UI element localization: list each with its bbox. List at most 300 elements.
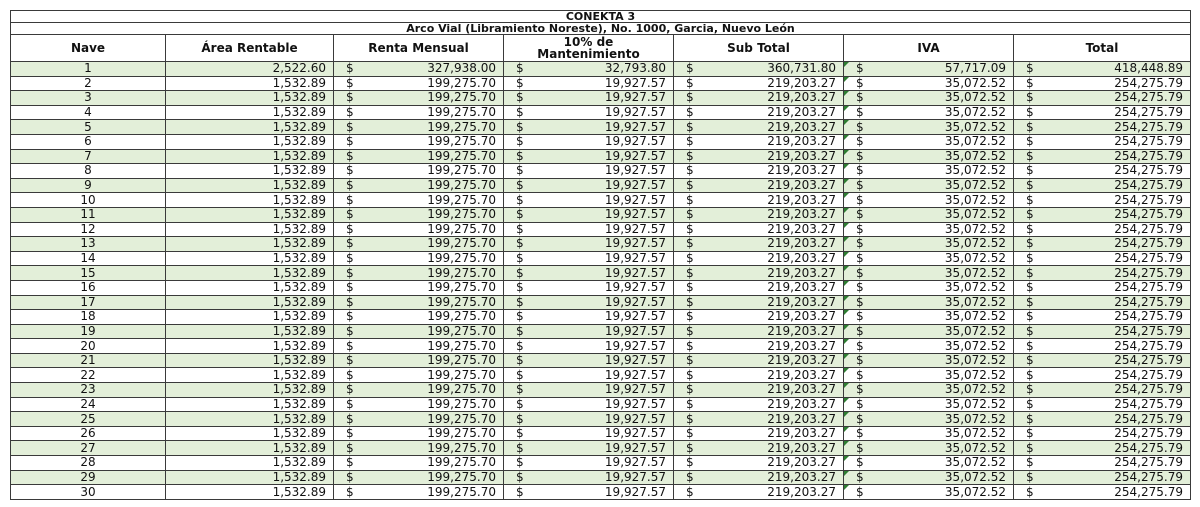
currency-symbol: $ (686, 426, 694, 441)
cell-total (1014, 426, 1191, 441)
currency-symbol: $ (516, 105, 524, 120)
cell-sub-total (674, 62, 844, 77)
cell-area-rentable: 1,532.89 (166, 441, 334, 456)
currency-symbol: $ (1026, 149, 1034, 163)
cell-value: 254,275.79 (1114, 440, 1183, 455)
table-title: CONEKTA 3 (11, 11, 1191, 23)
cell-renta-mensual (334, 91, 504, 106)
cell-nave: 25 (11, 412, 166, 427)
money-value (504, 150, 673, 163)
money-value (1014, 413, 1190, 426)
money-value (504, 427, 673, 440)
money-value (674, 456, 843, 469)
currency-symbol: $ (1026, 324, 1034, 338)
cell-area-rentable: 1,532.89 (166, 266, 334, 281)
cell-sub-total (674, 251, 844, 266)
currency-symbol: $ (346, 105, 354, 120)
cell-value: 219,203.27 (767, 309, 836, 324)
cell-renta-mensual (334, 353, 504, 368)
table-row (11, 339, 1191, 354)
cell-value: 35,072.52 (944, 367, 1006, 382)
currency-symbol: $ (346, 149, 354, 163)
cell-nave: 8 (11, 164, 166, 179)
currency-symbol: $ (1026, 236, 1034, 251)
cell-total (1014, 412, 1191, 427)
currency-symbol: $ (856, 207, 864, 222)
cell-value: 19,927.57 (604, 426, 666, 441)
cell-renta-mensual (334, 324, 504, 339)
money-value (674, 281, 843, 294)
money-value (504, 62, 673, 75)
currency-symbol: $ (1026, 338, 1034, 353)
cell-value: 199,275.70 (427, 295, 496, 309)
currency-symbol: $ (1026, 295, 1034, 309)
money-value (504, 135, 673, 148)
cell-renta-mensual (334, 207, 504, 222)
cell-renta-mensual (334, 251, 504, 266)
cell-value: 19,927.57 (604, 90, 666, 105)
currency-symbol: $ (1026, 455, 1034, 470)
money-value (504, 486, 673, 499)
money-value (504, 456, 673, 469)
cell-value: 219,203.27 (767, 192, 836, 207)
cell-nave: 7 (11, 149, 166, 164)
money-value (1014, 296, 1190, 309)
money-value (844, 252, 1013, 265)
currency-symbol: $ (686, 440, 694, 455)
money-value (504, 442, 673, 455)
cell-nave: 11 (11, 207, 166, 222)
cell-value: 35,072.52 (944, 192, 1006, 207)
cell-mantenimiento (504, 280, 674, 295)
currency-symbol: $ (1026, 251, 1034, 266)
cell-iva (844, 62, 1014, 77)
cell-value: 254,275.79 (1114, 192, 1183, 207)
cell-value: 219,203.27 (767, 324, 836, 338)
cell-iva (844, 164, 1014, 179)
cell-sub-total (674, 237, 844, 252)
cell-value: 19,927.57 (604, 134, 666, 149)
cell-value: 254,275.79 (1114, 295, 1183, 309)
cell-value: 199,275.70 (427, 178, 496, 193)
cell-sub-total (674, 164, 844, 179)
cell-value: 219,203.27 (767, 411, 836, 426)
cell-nave: 24 (11, 397, 166, 412)
cell-area-rentable: 1,532.89 (166, 353, 334, 368)
cell-sub-total (674, 120, 844, 135)
currency-symbol: $ (346, 222, 354, 236)
cell-value: 19,927.57 (604, 207, 666, 222)
currency-symbol: $ (856, 265, 864, 280)
cell-value: 199,275.70 (427, 309, 496, 324)
money-value (1014, 164, 1190, 177)
currency-symbol: $ (856, 367, 864, 382)
cell-renta-mensual (334, 105, 504, 120)
cell-value: 254,275.79 (1114, 163, 1183, 178)
money-value (334, 208, 503, 221)
money-value (844, 369, 1013, 382)
currency-symbol: $ (856, 353, 864, 368)
money-value (334, 77, 503, 90)
money-value (674, 340, 843, 353)
table-row (11, 178, 1191, 193)
cell-value: 35,072.52 (944, 411, 1006, 426)
table-row (11, 397, 1191, 412)
money-value (844, 208, 1013, 221)
currency-symbol: $ (686, 207, 694, 222)
cell-area-rentable: 1,532.89 (166, 426, 334, 441)
money-value (1014, 369, 1190, 382)
cell-nave: 12 (11, 222, 166, 237)
money-value (674, 135, 843, 148)
money-value (334, 383, 503, 396)
cell-area-rentable: 1,532.89 (166, 193, 334, 208)
currency-symbol: $ (1026, 61, 1034, 76)
cell-nave: 28 (11, 456, 166, 471)
cell-iva (844, 193, 1014, 208)
cell-value: 254,275.79 (1114, 280, 1183, 295)
cell-value: 199,275.70 (427, 149, 496, 163)
cell-value: 19,927.57 (604, 353, 666, 368)
currency-symbol: $ (346, 163, 354, 178)
cell-value: 199,275.70 (427, 236, 496, 251)
currency-symbol: $ (856, 222, 864, 236)
cell-value: 254,275.79 (1114, 353, 1183, 368)
table-row (11, 456, 1191, 471)
cell-total (1014, 353, 1191, 368)
title-row (11, 11, 1191, 23)
currency-symbol: $ (686, 455, 694, 470)
cell-area-rentable: 1,532.89 (166, 134, 334, 149)
cell-sub-total (674, 149, 844, 164)
cell-value: 254,275.79 (1114, 222, 1183, 236)
currency-symbol: $ (346, 295, 354, 309)
currency-symbol: $ (856, 426, 864, 441)
cell-area-rentable: 1,532.89 (166, 120, 334, 135)
currency-symbol: $ (516, 367, 524, 382)
currency-symbol: $ (516, 251, 524, 266)
currency-symbol: $ (346, 411, 354, 426)
cell-mantenimiento (504, 426, 674, 441)
currency-symbol: $ (516, 90, 524, 105)
cell-value: 219,203.27 (767, 353, 836, 368)
cell-value: 219,203.27 (767, 90, 836, 105)
cell-value: 254,275.79 (1114, 90, 1183, 105)
cell-renta-mensual (334, 295, 504, 310)
cell-value: 19,927.57 (604, 295, 666, 309)
currency-symbol: $ (686, 222, 694, 236)
header-row (11, 35, 1191, 62)
cell-area-rentable: 1,532.89 (166, 339, 334, 354)
cell-value: 219,203.27 (767, 265, 836, 280)
cell-total (1014, 62, 1191, 77)
cell-area-rentable: 1,532.89 (166, 222, 334, 237)
currency-symbol: $ (1026, 134, 1034, 149)
cell-iva (844, 339, 1014, 354)
currency-symbol: $ (516, 382, 524, 397)
cell-area-rentable: 1,532.89 (166, 295, 334, 310)
cell-value: 254,275.79 (1114, 265, 1183, 280)
cell-iva (844, 149, 1014, 164)
header-total: Total (1014, 35, 1191, 62)
cell-renta-mensual (334, 456, 504, 471)
currency-symbol: $ (516, 192, 524, 207)
cell-sub-total (674, 353, 844, 368)
table-row (11, 412, 1191, 427)
currency-symbol: $ (856, 163, 864, 178)
cell-iva (844, 441, 1014, 456)
cell-value: 19,927.57 (604, 411, 666, 426)
cell-total (1014, 237, 1191, 252)
cell-area-rentable: 1,532.89 (166, 310, 334, 325)
money-value (334, 150, 503, 163)
cell-value: 35,072.52 (944, 295, 1006, 309)
currency-symbol: $ (686, 178, 694, 193)
cell-area-rentable: 1,532.89 (166, 470, 334, 485)
cell-value: 254,275.79 (1114, 397, 1183, 411)
currency-symbol: $ (346, 470, 354, 484)
cell-area-rentable: 2,522.60 (166, 62, 334, 77)
money-value (844, 164, 1013, 177)
cell-renta-mensual (334, 266, 504, 281)
currency-symbol: $ (346, 251, 354, 266)
money-value (504, 340, 673, 353)
cell-renta-mensual (334, 441, 504, 456)
money-value (334, 310, 503, 323)
currency-symbol: $ (346, 134, 354, 149)
money-value (504, 354, 673, 367)
cell-area-rentable: 1,532.89 (166, 164, 334, 179)
cell-value: 219,203.27 (767, 119, 836, 134)
cell-value: 199,275.70 (427, 440, 496, 455)
cell-value: 199,275.70 (427, 470, 496, 484)
cell-value: 254,275.79 (1114, 338, 1183, 353)
currency-symbol: $ (686, 90, 694, 105)
money-value (334, 106, 503, 119)
cell-value: 219,203.27 (767, 367, 836, 382)
cell-iva (844, 76, 1014, 91)
cell-renta-mensual (334, 178, 504, 193)
cell-area-rentable: 1,532.89 (166, 178, 334, 193)
cell-total (1014, 339, 1191, 354)
currency-symbol: $ (856, 382, 864, 397)
cell-value: 254,275.79 (1114, 76, 1183, 90)
cell-value: 199,275.70 (427, 382, 496, 397)
cell-nave: 13 (11, 237, 166, 252)
money-value (504, 91, 673, 104)
cell-value: 199,275.70 (427, 397, 496, 411)
currency-symbol: $ (1026, 192, 1034, 207)
cell-mantenimiento (504, 412, 674, 427)
cell-area-rentable: 1,532.89 (166, 324, 334, 339)
cell-nave: 27 (11, 441, 166, 456)
cell-total (1014, 164, 1191, 179)
cell-mantenimiento (504, 134, 674, 149)
currency-symbol: $ (1026, 222, 1034, 236)
cell-value: 19,927.57 (604, 382, 666, 397)
cell-total (1014, 397, 1191, 412)
cell-nave: 30 (11, 485, 166, 500)
cell-nave: 6 (11, 134, 166, 149)
cell-value: 35,072.52 (944, 397, 1006, 411)
cell-mantenimiento (504, 76, 674, 91)
money-value (334, 281, 503, 294)
currency-symbol: $ (856, 178, 864, 193)
money-value (674, 369, 843, 382)
cell-mantenimiento (504, 164, 674, 179)
header-nave: Nave (11, 35, 166, 62)
cell-value: 199,275.70 (427, 251, 496, 266)
currency-symbol: $ (346, 309, 354, 324)
table-row (11, 120, 1191, 135)
money-value (844, 427, 1013, 440)
cell-total (1014, 324, 1191, 339)
currency-symbol: $ (516, 397, 524, 411)
cell-sub-total (674, 76, 844, 91)
cell-value: 35,072.52 (944, 90, 1006, 105)
cell-nave: 20 (11, 339, 166, 354)
money-value (674, 106, 843, 119)
cell-value: 199,275.70 (427, 367, 496, 382)
cell-value: 35,072.52 (944, 119, 1006, 134)
currency-symbol: $ (856, 324, 864, 338)
currency-symbol: $ (346, 382, 354, 397)
currency-symbol: $ (346, 367, 354, 382)
cell-iva (844, 237, 1014, 252)
cell-renta-mensual (334, 368, 504, 383)
cell-value: 254,275.79 (1114, 324, 1183, 338)
money-value (334, 325, 503, 338)
currency-symbol: $ (686, 367, 694, 382)
money-value (674, 77, 843, 90)
cell-iva (844, 470, 1014, 485)
cell-value: 19,927.57 (604, 367, 666, 382)
cell-value: 199,275.70 (427, 222, 496, 236)
cell-iva (844, 368, 1014, 383)
currency-symbol: $ (516, 134, 524, 149)
cell-iva (844, 120, 1014, 135)
cell-value: 199,275.70 (427, 90, 496, 105)
cell-iva (844, 280, 1014, 295)
currency-symbol: $ (856, 338, 864, 353)
currency-symbol: $ (686, 470, 694, 484)
cell-nave: 15 (11, 266, 166, 281)
money-value (844, 267, 1013, 280)
currency-symbol: $ (856, 134, 864, 149)
cell-renta-mensual (334, 76, 504, 91)
cell-value: 219,203.27 (767, 134, 836, 149)
currency-symbol: $ (346, 397, 354, 411)
table-row (11, 324, 1191, 339)
money-value (334, 179, 503, 192)
cell-value: 199,275.70 (427, 411, 496, 426)
cell-renta-mensual (334, 397, 504, 412)
currency-symbol: $ (686, 338, 694, 353)
cell-total (1014, 222, 1191, 237)
money-value (504, 223, 673, 236)
cell-mantenimiento (504, 105, 674, 120)
currency-symbol: $ (1026, 367, 1034, 382)
money-value (844, 325, 1013, 338)
header-renta-mensual: Renta Mensual (334, 35, 504, 62)
money-value (504, 267, 673, 280)
table-row (11, 353, 1191, 368)
money-value (1014, 62, 1190, 75)
cell-value: 199,275.70 (427, 426, 496, 441)
cell-nave: 4 (11, 105, 166, 120)
money-value (334, 427, 503, 440)
cell-total (1014, 178, 1191, 193)
cell-value: 360,731.80 (767, 61, 836, 76)
money-value (674, 208, 843, 221)
table-row (11, 105, 1191, 120)
header-sub-total: Sub Total (674, 35, 844, 62)
table-row (11, 164, 1191, 179)
money-value (1014, 135, 1190, 148)
currency-symbol: $ (686, 105, 694, 120)
currency-symbol: $ (1026, 163, 1034, 178)
table-row (11, 426, 1191, 441)
cell-value: 19,927.57 (604, 484, 666, 499)
currency-symbol: $ (516, 324, 524, 338)
cell-value: 219,203.27 (767, 251, 836, 266)
currency-symbol: $ (856, 61, 864, 76)
money-value (504, 281, 673, 294)
header-mantenimiento (504, 35, 674, 62)
cell-mantenimiento (504, 149, 674, 164)
money-value (504, 77, 673, 90)
cell-total (1014, 368, 1191, 383)
cell-sub-total (674, 397, 844, 412)
money-value (674, 296, 843, 309)
cell-mantenimiento (504, 251, 674, 266)
currency-symbol: $ (856, 295, 864, 309)
cell-nave: 22 (11, 368, 166, 383)
cell-total (1014, 134, 1191, 149)
cell-value: 35,072.52 (944, 222, 1006, 236)
cell-mantenimiento (504, 266, 674, 281)
cell-iva (844, 412, 1014, 427)
cell-value: 254,275.79 (1114, 119, 1183, 134)
cell-value: 219,203.27 (767, 236, 836, 251)
cell-value: 254,275.79 (1114, 455, 1183, 470)
cell-value: 32,793.80 (604, 61, 666, 76)
cell-nave: 14 (11, 251, 166, 266)
money-value (334, 237, 503, 250)
money-value (504, 471, 673, 484)
money-value (1014, 252, 1190, 265)
currency-symbol: $ (1026, 470, 1034, 484)
cell-value: 199,275.70 (427, 192, 496, 207)
cell-value: 35,072.52 (944, 105, 1006, 120)
cell-value: 19,927.57 (604, 324, 666, 338)
cell-nave: 10 (11, 193, 166, 208)
money-value (334, 164, 503, 177)
currency-symbol: $ (686, 309, 694, 324)
cell-nave: 19 (11, 324, 166, 339)
money-value (674, 310, 843, 323)
money-value (1014, 486, 1190, 499)
currency-symbol: $ (1026, 207, 1034, 222)
money-value (844, 413, 1013, 426)
currency-symbol: $ (346, 455, 354, 470)
currency-symbol: $ (686, 295, 694, 309)
cell-value: 219,203.27 (767, 397, 836, 411)
cell-value: 35,072.52 (944, 280, 1006, 295)
cell-sub-total (674, 441, 844, 456)
cell-value: 219,203.27 (767, 280, 836, 295)
cell-iva (844, 134, 1014, 149)
